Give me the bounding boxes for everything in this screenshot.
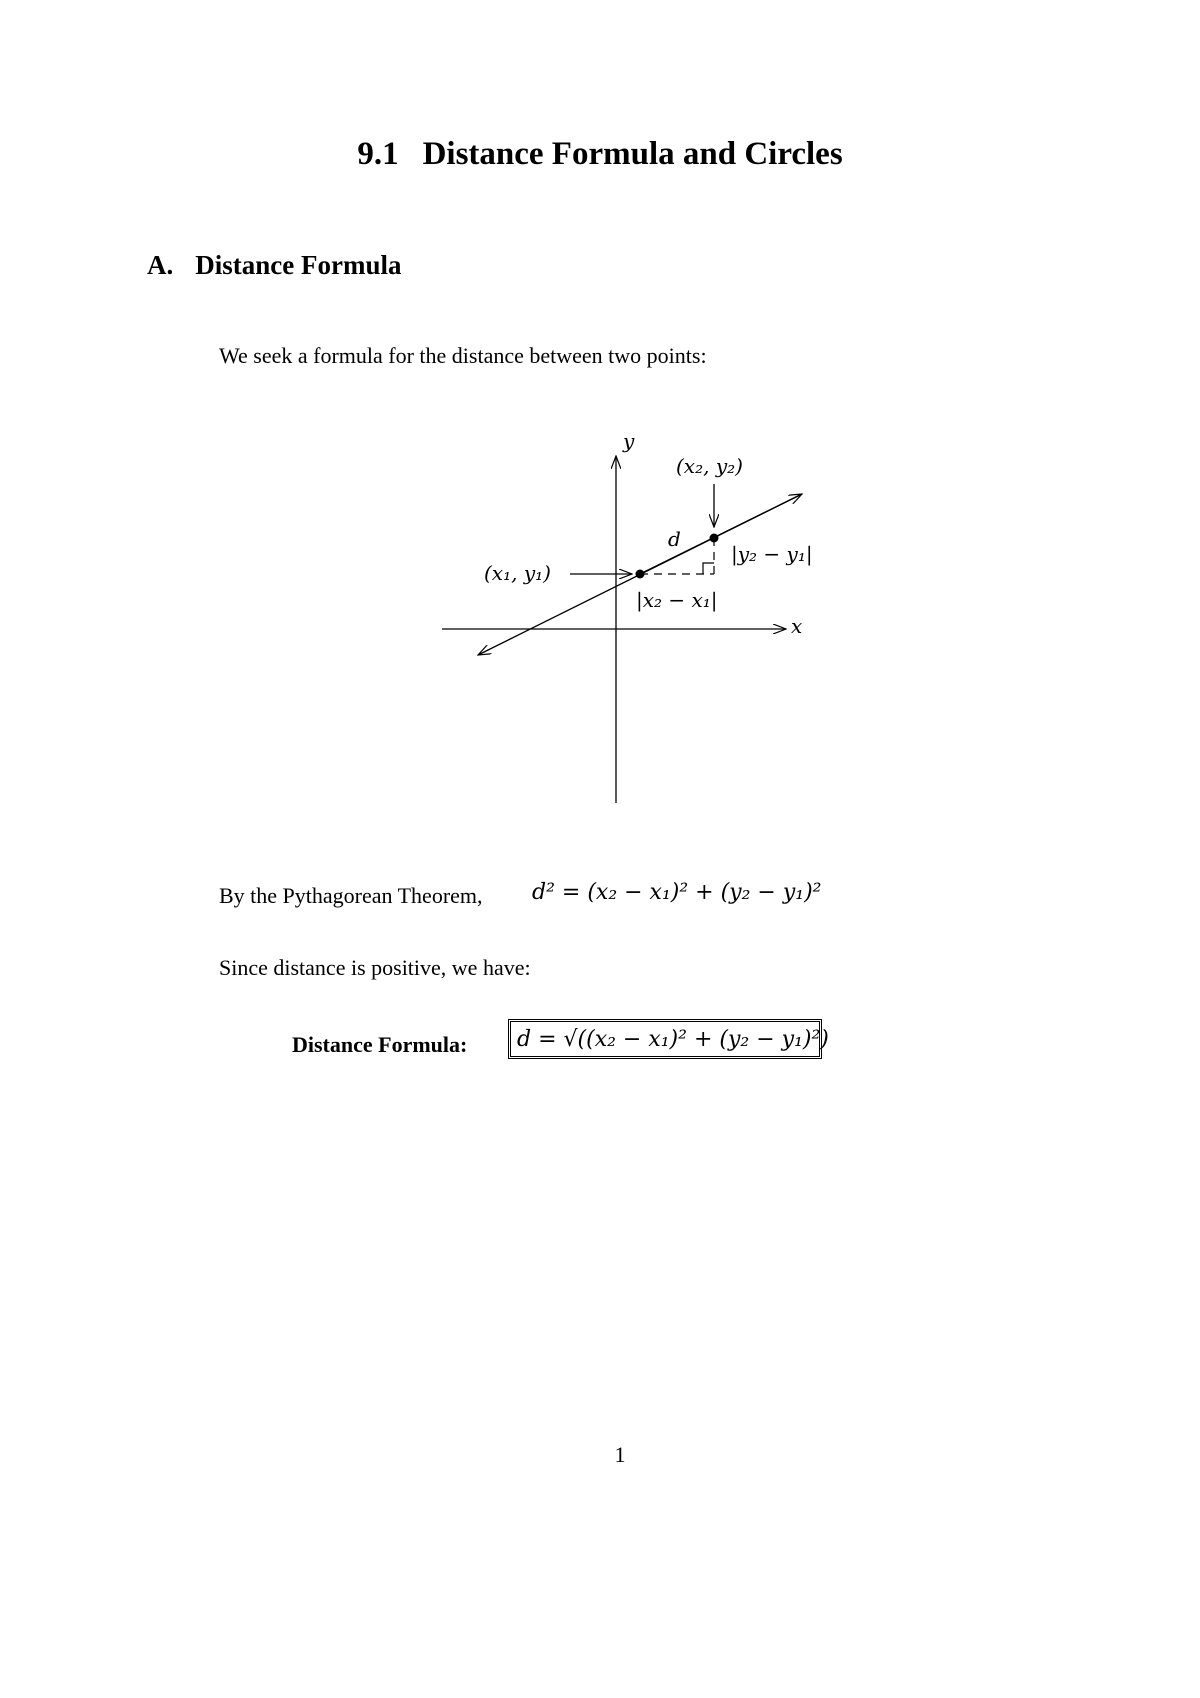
distance-formula-box	[508, 1019, 829, 1059]
distance-diagram	[0, 0, 1200, 830]
point-2-label: (x₂, y₂)	[676, 454, 743, 478]
vertical-leg-label: |y₂ − y₁|	[731, 542, 813, 566]
y-axis-label: y	[623, 429, 635, 453]
horizontal-leg-label: |x₂ − x₁|	[636, 588, 718, 612]
intro-paragraph: We seek a formula for the distance between two points:	[219, 343, 707, 368]
section-title: Distance Formula	[195, 250, 402, 280]
point-1-dot	[636, 570, 645, 579]
distance-formula-equation: d = √((x₂ − x₁)² + (y₂ − y₁)²)	[517, 1026, 829, 1052]
right-angle-mark	[703, 563, 714, 574]
section-letter: A.	[147, 250, 174, 280]
since-paragraph: Since distance is positive, we have:	[219, 955, 531, 980]
point-2-dot	[710, 534, 719, 543]
distance-label: d	[668, 527, 681, 551]
point-1-label: (x₁, y₁)	[484, 561, 551, 585]
title-text: Distance Formula and Circles	[422, 136, 843, 172]
section-number: 9.1	[357, 136, 399, 172]
page-number: 1	[614, 1442, 626, 1467]
distance-formula-label: Distance Formula:	[292, 1032, 468, 1057]
pythagorean-text: By the Pythagorean Theorem,	[219, 883, 483, 908]
pythagorean-equation: d² = (x₂ − x₁)² + (y₂ − y₁)²	[532, 880, 822, 905]
x-axis-label: x	[791, 614, 803, 638]
